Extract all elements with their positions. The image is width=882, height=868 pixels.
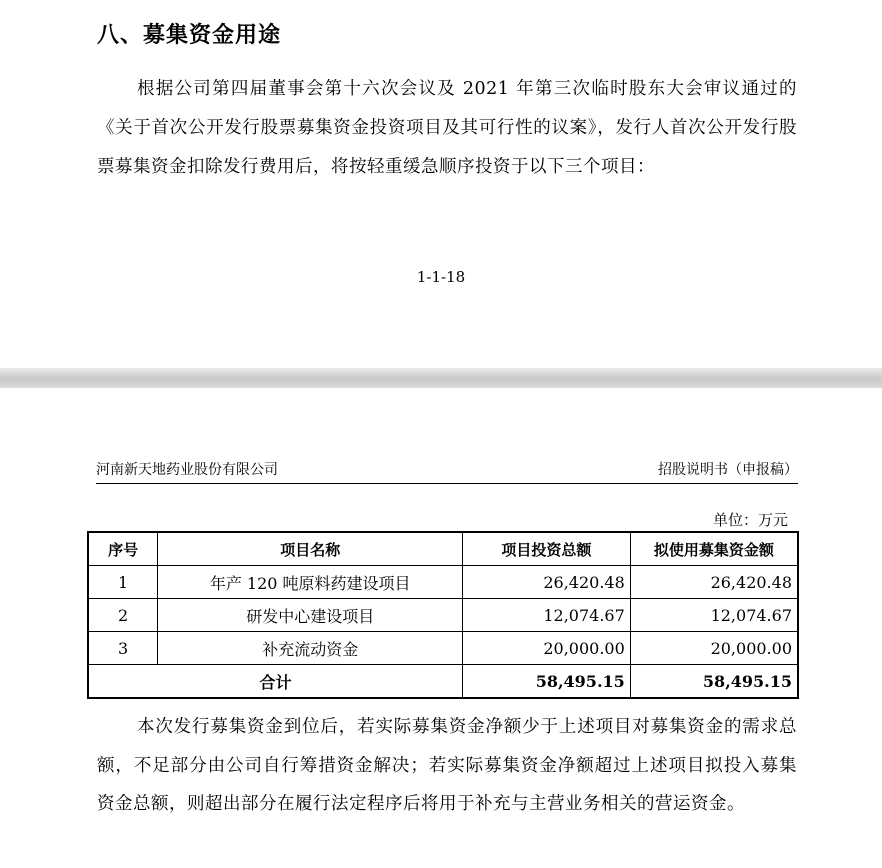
total-investment: 20,000.00 [463, 632, 631, 665]
document-type: 招股说明书（申报稿） [658, 462, 798, 478]
table-row [88, 632, 798, 665]
column-header: 拟使用募集资金额 [630, 532, 798, 566]
project-name: 年产 120 吨原料药建设项目 [158, 566, 463, 599]
table-row [88, 599, 798, 632]
total-row [88, 665, 798, 699]
total-investment: 12,074.67 [463, 599, 631, 632]
total-label: 合计 [88, 665, 463, 699]
running-header [96, 459, 798, 484]
project-name: 研发中心建设项目 [158, 599, 463, 632]
table-row [88, 566, 798, 599]
page-top [0, 0, 882, 368]
section-heading: 八、募集资金用途 [97, 23, 282, 48]
intro-paragraph: 根据公司第四届董事会第十六次会议及 2021 年第三次临时股东大会审议通过的《关于首次公开发行股票募集资金投资项目及其可行性的议案》，发行人首次公开发行股票募集资金扣除发行费用后，将按轻重缓急顺序投资于以下三个项目： [97, 79, 797, 177]
row-number: 1 [88, 566, 158, 599]
table-header-row [88, 532, 798, 566]
total-investment: 26,420.48 [463, 566, 631, 599]
raised-funds: 26,420.48 [630, 566, 798, 599]
fund-use-table [87, 531, 799, 699]
total-raised-sum: 58,495.15 [630, 665, 798, 699]
raised-funds: 12,074.67 [630, 599, 798, 632]
total-investment-sum: 58,495.15 [463, 665, 631, 699]
raised-funds: 20,000.00 [630, 632, 798, 665]
unit-label: 单位：万元 [712, 511, 788, 529]
column-header: 项目投资总额 [463, 532, 631, 566]
row-number: 3 [88, 632, 158, 665]
column-header: 项目名称 [158, 532, 463, 566]
column-header: 序号 [88, 532, 158, 566]
page-number: 1-1-18 [416, 268, 466, 286]
closing-paragraph: 本次发行募集资金到位后，若实际募集资金净额少于上述项目对募集资金的需求总额，不足部分由公司自行筹措资金解决；若实际募集资金净额超过上述项目拟投入募集资金总额，则超出部分在履行法定程序后将用于补充与主营业务相关的营运资金。 [97, 717, 797, 814]
row-number: 2 [88, 599, 158, 632]
page-separator [0, 368, 882, 388]
company-name: 河南新天地药业股份有限公司 [96, 462, 278, 478]
project-name: 补充流动资金 [158, 632, 463, 665]
